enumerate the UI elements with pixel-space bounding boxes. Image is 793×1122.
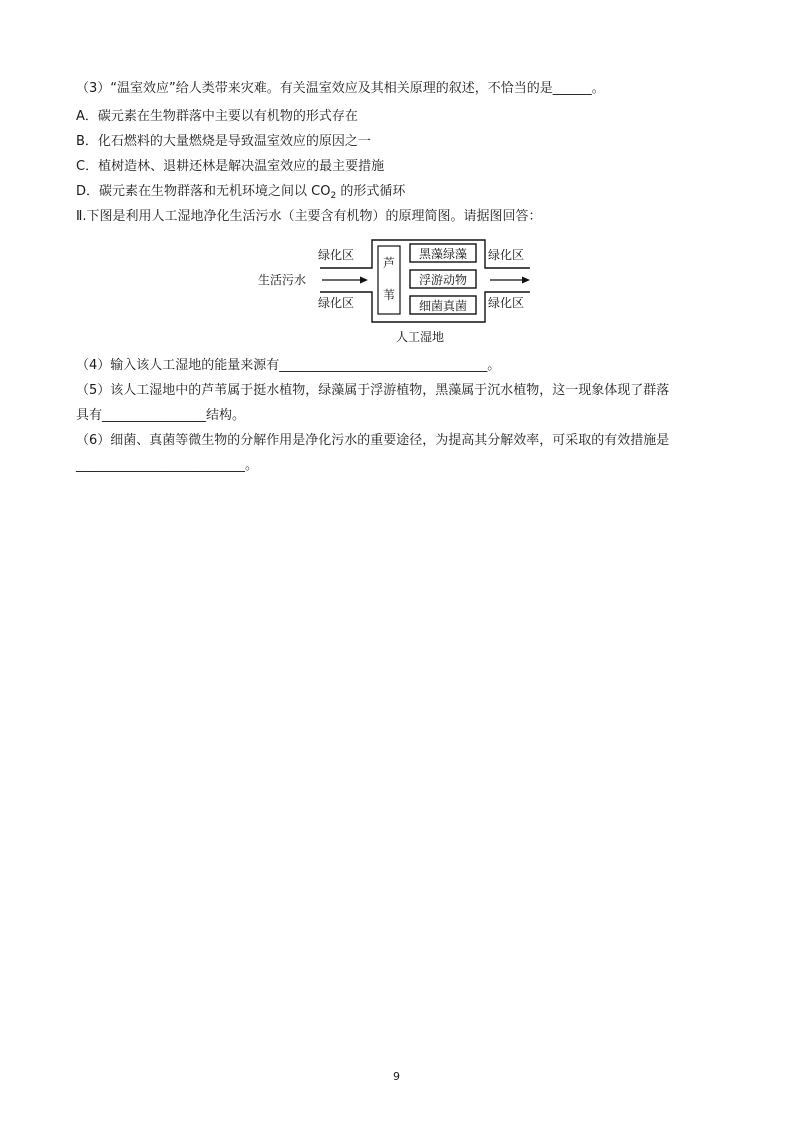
q5-text-line1: （5）该人工湿地中的芦苇属于挺水植物，绿藻属于浮游植物，黑藻属于沉水植物，这一现象体现了群落 bbox=[76, 383, 670, 398]
q3-option-d-subscript: 2 bbox=[330, 191, 337, 201]
q5-text-line2: 具有________________结构。 bbox=[76, 408, 246, 423]
outflow-arrow-head bbox=[522, 277, 530, 284]
green-zone-bottom-right: 绿化区 bbox=[488, 296, 525, 310]
q6-text-line1: （6）细菌、真菌等微生物的分解作用是净化污水的重要途径，为提高其分解效率，可采取的有效措施是 bbox=[76, 433, 670, 448]
part2-intro: Ⅱ.下图是利用人工湿地净化生活污水（主要含有机物）的原理简图。请据图回答： bbox=[76, 209, 542, 224]
black-algae-label: 黑藻绿藻 bbox=[418, 247, 468, 261]
page-number: 9 bbox=[393, 1070, 400, 1083]
q3-option-c: C．植树造林、退耕还林是解决温室效应的最主要措施 bbox=[76, 159, 385, 174]
q3-option-d-text: D．碳元素在生物群落和无机环境之间以 CO bbox=[76, 184, 331, 199]
bacteria-label: 细菌真菌 bbox=[418, 299, 468, 313]
q3-option-b: B．化石燃料的大量燃烧是导致温室效应的原因之一 bbox=[76, 134, 371, 149]
zooplankton-label: 浮游动物 bbox=[418, 273, 468, 287]
diagram-caption: 人工湿地 bbox=[395, 330, 445, 344]
q3-option-a: A．碳元素在生物群落中主要以有机物的形式存在 bbox=[76, 109, 358, 124]
wetland-diagram bbox=[250, 228, 550, 358]
reed-char-2: 苇 bbox=[382, 288, 396, 302]
q4-text: （4）输入该人工湿地的能量来源有________________________________。 bbox=[76, 358, 501, 373]
q3-option-d bbox=[76, 183, 405, 205]
reed-char-1: 芦 bbox=[382, 256, 396, 270]
q6-text-line2: __________________________。 bbox=[76, 458, 259, 473]
green-zone-top-left: 绿化区 bbox=[318, 248, 355, 262]
q3-option-d-text-end: 的形式循环 bbox=[336, 184, 406, 199]
inflow-arrow-head bbox=[360, 277, 368, 284]
green-zone-top-right: 绿化区 bbox=[488, 248, 525, 262]
q3-stem: （3）“温室效应”给人类带来灾难。有关温室效应及其相关原理的叙述，不恰当的是______。 bbox=[76, 81, 605, 96]
green-zone-bottom-left: 绿化区 bbox=[318, 296, 355, 310]
inlet-label: 生活污水 bbox=[258, 273, 307, 287]
